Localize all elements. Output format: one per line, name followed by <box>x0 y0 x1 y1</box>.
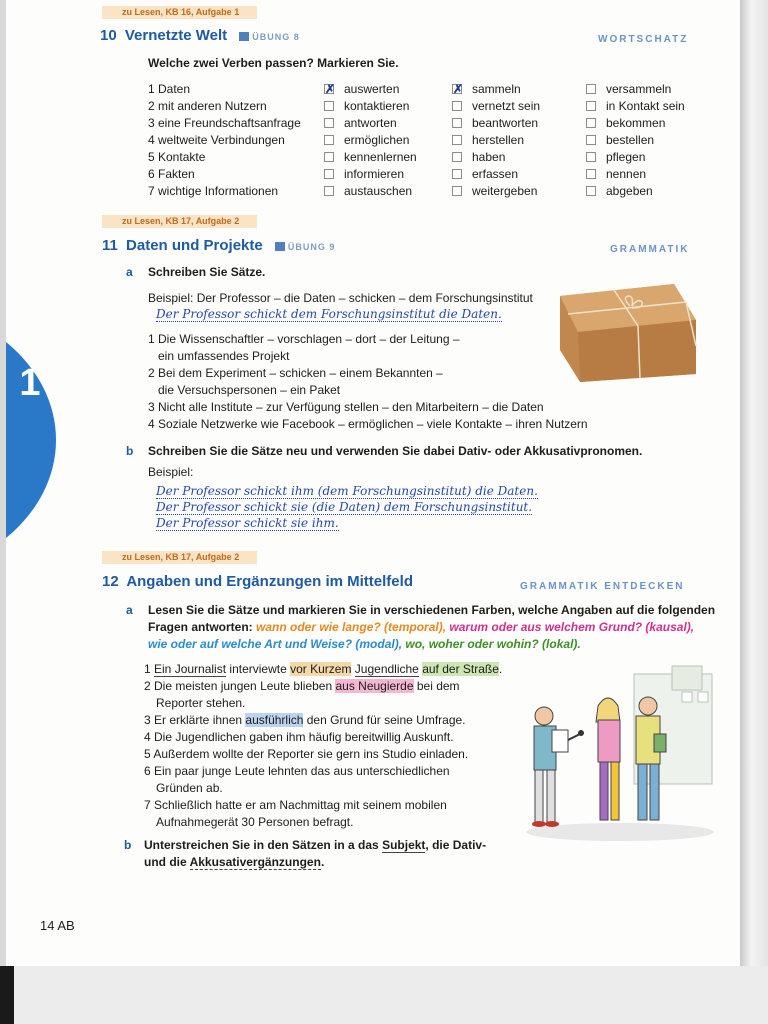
verb-label: herstellen <box>472 133 525 147</box>
verb-option[interactable] <box>452 81 540 98</box>
verb-label: weitergeben <box>472 184 538 198</box>
question-temporal: wann oder wie lange? (temporal), <box>256 620 447 634</box>
checkbox[interactable] <box>452 101 462 111</box>
subjekt-word: Subjekt <box>382 838 426 852</box>
list-item: 1 Die Wissenschaftler – vorschlagen – dort – der Leitung – <box>148 332 460 346</box>
list-item: 2 mit anderen Nutzern <box>148 99 267 113</box>
verb-option[interactable] <box>452 183 540 200</box>
instruction-line: und die Akkusativergänzungen. <box>144 855 325 869</box>
scan-margin <box>0 966 768 1024</box>
subtask-label: b <box>124 838 132 852</box>
sentence-7-cont: Aufnahmegerät 30 Personen befragt. <box>156 815 354 829</box>
subtask-label: a <box>126 603 133 617</box>
verb-column-1 <box>324 81 417 200</box>
uebung-ref: ÜBUNG 9 <box>275 242 336 252</box>
sentence-2-cont: Reporter stehen. <box>156 696 246 710</box>
question-kausal: warum oder aus welchem Grund? (kausal), <box>449 620 695 634</box>
list-item: 2 Bei dem Experiment – schicken – einem Bekannten – <box>148 366 443 380</box>
list-item: 4 weltweite Verbindungen <box>148 133 285 147</box>
checkbox[interactable] <box>586 84 596 94</box>
verb-label: kontaktieren <box>344 99 410 113</box>
verb-option[interactable] <box>586 149 685 166</box>
handwritten-answer: Der Professor schickt sie (die Daten) dem Forschungsinstitut. <box>156 500 533 514</box>
verb-label: bestellen <box>606 133 655 147</box>
instruction-line <box>148 620 694 634</box>
verb-label: auswerten <box>344 82 400 96</box>
verb-label: vernetzt sein <box>472 99 541 113</box>
interview-cartoon <box>522 664 718 844</box>
list-item: 5 Kontakte <box>148 150 206 164</box>
verb-label: abgeben <box>606 184 653 198</box>
workbook-page <box>6 0 740 966</box>
question-lokal: wo, woher oder wohin? (lokal). <box>405 637 581 651</box>
book-icon <box>239 32 249 41</box>
checkbox[interactable] <box>324 152 334 162</box>
category-label: GRAMMATIK <box>610 244 690 255</box>
verb-option[interactable] <box>324 115 417 132</box>
verb-option[interactable] <box>452 98 540 115</box>
verb-label: beantworten <box>472 116 539 130</box>
sentence-4: 4 Die Jugendlichen gaben ihm häufig bereitwillig Auskunft. <box>144 730 454 744</box>
verb-option[interactable] <box>452 166 540 183</box>
sentence-7: 7 Schließlich hatte er am Nachmittag mit seinem mobilen <box>144 798 447 812</box>
exercise-title <box>102 237 335 254</box>
instruction: Schreiben Sie die Sätze neu und verwenden Sie dabei Dativ- oder Akkusativpronomen. <box>148 444 643 458</box>
example-label: Beispiel: <box>148 465 194 479</box>
question-modal: wie oder auf welche Art und Weise? (modal), <box>148 637 403 651</box>
verb-label: kennenlernen <box>344 150 417 164</box>
list-item: 3 Nicht alle Institute – zur Verfügung stellen – den Mitarbeitern – die Daten <box>148 400 544 414</box>
subtask-label: b <box>126 444 134 458</box>
verb-option[interactable] <box>324 98 417 115</box>
checkbox[interactable] <box>324 101 334 111</box>
sentence-3: 3 Er erklärte ihnen ausführlich den Grund für seine Umfrage. <box>144 713 466 727</box>
subtask-label: a <box>126 265 133 279</box>
verb-option[interactable] <box>324 132 417 149</box>
sentence-6: 6 Ein paar junge Leute lehnten das aus unterschiedlichen <box>144 764 450 778</box>
list-item: 7 wichtige Informationen <box>148 184 279 198</box>
checkbox[interactable] <box>452 152 462 162</box>
exercise-heading: Angaben und Ergänzungen im Mittelfeld <box>126 573 413 590</box>
example-line: Beispiel: Der Professor – die Daten – schicken – dem Forschungsinstitut <box>148 291 533 305</box>
checkbox[interactable] <box>324 118 334 128</box>
modal-highlight: ausführlich <box>245 713 304 727</box>
book-icon <box>275 242 285 251</box>
verb-label: haben <box>472 150 506 164</box>
checkbox[interactable] <box>452 118 462 128</box>
sentence-1: 1 Ein Journalist interviewte vor Kurzem Jugendliche auf der Straße. <box>144 662 503 676</box>
package-illustration <box>554 280 700 384</box>
verb-option[interactable] <box>586 115 685 132</box>
lokal-highlight: auf der Straße <box>422 662 499 676</box>
verb-option[interactable] <box>586 166 685 183</box>
verb-option[interactable] <box>324 149 417 166</box>
sentence-2: 2 Die meisten jungen Leute blieben aus Neugierde bei dem <box>144 679 460 693</box>
exercise-number: 10 <box>100 27 117 44</box>
verb-option[interactable] <box>452 149 540 166</box>
instruction: Unterstreichen Sie in den Sätzen in a das Subjekt, die Dativ- <box>144 838 487 852</box>
checkbox[interactable] <box>452 84 462 94</box>
exercise-heading: Vernetzte Welt <box>124 27 228 44</box>
verb-option[interactable] <box>324 81 417 98</box>
checkbox[interactable] <box>452 186 462 196</box>
handwritten-answer: Der Professor schickt dem Forschungsinstitut die Daten. <box>156 307 502 321</box>
source-tag: zu Lesen, KB 17, Aufgabe 2 <box>102 551 257 564</box>
checkbox[interactable] <box>586 101 596 111</box>
sentence-6-cont: Gründen ab. <box>156 781 223 795</box>
instruction: Schreiben Sie Sätze. <box>148 265 266 279</box>
checkbox[interactable] <box>586 118 596 128</box>
verb-label: austauschen <box>344 184 413 198</box>
handwritten-answer: Der Professor schickt sie ihm. <box>156 516 339 530</box>
category-label: WORTSCHATZ <box>598 34 689 45</box>
uebung-ref: ÜBUNG 8 <box>239 32 300 42</box>
source-tag: zu Lesen, KB 17, Aufgabe 2 <box>102 215 257 228</box>
verb-option[interactable] <box>586 81 685 98</box>
exercise-number: 12 <box>102 573 119 590</box>
list-item: 3 eine Freundschaftsanfrage <box>148 116 301 130</box>
sentence-5: 5 Außerdem wollte der Reporter sie gern ins Studio einladen. <box>144 747 469 761</box>
verb-label: sammeln <box>472 82 521 96</box>
exercise-title <box>102 573 413 590</box>
verb-label: bekommen <box>606 116 666 130</box>
verb-option[interactable] <box>324 166 417 183</box>
subject-mark: Ein Journalist <box>154 662 227 676</box>
checkbox[interactable] <box>586 135 596 145</box>
list-item: 4 Soziale Netzwerke wie Facebook – ermöglichen – viele Kontakte – ihren Nutzern <box>148 417 588 431</box>
checkbox[interactable] <box>452 135 462 145</box>
checkbox[interactable] <box>452 169 462 179</box>
instruction: Welche zwei Verben passen? Markieren Sie. <box>148 56 399 70</box>
chapter-tab <box>6 300 56 580</box>
verb-label: ermöglichen <box>344 133 410 147</box>
verb-column-2 <box>452 81 540 200</box>
exercise-title <box>100 27 300 44</box>
checkbox[interactable] <box>324 135 334 145</box>
checkbox[interactable] <box>324 169 334 179</box>
handwritten-answer: Der Professor schickt ihm (dem Forschungsinstitut) die Daten. <box>156 484 538 498</box>
source-tag: zu Lesen, KB 16, Aufgabe 1 <box>102 6 257 19</box>
verb-label: in Kontakt sein <box>606 99 685 113</box>
verb-label: erfassen <box>472 167 519 181</box>
category-label: GRAMMATIK ENTDECKEN <box>520 581 685 592</box>
kausal-highlight: aus Neugierde <box>335 679 414 693</box>
list-item: die Versuchspersonen – ein Paket <box>158 383 341 397</box>
checkbox[interactable] <box>586 169 596 179</box>
book-spine <box>740 0 768 966</box>
verb-label: nennen <box>606 167 647 181</box>
akkusativ-word: Akkusativergänzungen <box>189 855 321 869</box>
verb-column-3 <box>586 81 685 200</box>
instruction: Lesen Sie die Sätze und markieren Sie in verschiedenen Farben, welche Angaben auf die folgenden <box>148 603 716 617</box>
verb-label: antworten <box>344 116 397 130</box>
verb-label: versammeln <box>606 82 672 96</box>
list-item: 1 Daten <box>148 82 191 96</box>
verb-option[interactable] <box>452 115 540 132</box>
verb-option[interactable] <box>324 183 417 200</box>
object-mark: Jugendliche <box>354 662 419 676</box>
exercise-heading: Daten und Projekte <box>126 237 263 254</box>
scan-edge <box>0 966 14 1024</box>
temporal-highlight: vor Kurzem <box>290 662 352 676</box>
verb-option[interactable] <box>586 132 685 149</box>
page-number: 14 AB <box>40 918 75 933</box>
list-item: ein umfassendes Projekt <box>158 349 290 363</box>
checkbox[interactable] <box>586 152 596 162</box>
chapter-number: 1 <box>19 362 41 404</box>
list-item: 6 Fakten <box>148 167 195 181</box>
exercise-number: 11 <box>102 237 118 254</box>
verb-label: pflegen <box>606 150 646 164</box>
verb-option[interactable] <box>586 98 685 115</box>
checkbox[interactable] <box>324 186 334 196</box>
instruction-line <box>148 637 581 651</box>
instruction-text: Fragen antworten: <box>148 620 257 634</box>
verb-option[interactable] <box>586 183 685 200</box>
checkbox[interactable] <box>586 186 596 196</box>
verb-option[interactable] <box>452 132 540 149</box>
checkbox[interactable] <box>324 84 334 94</box>
verb-label: informieren <box>344 167 405 181</box>
noun-list <box>148 81 301 200</box>
